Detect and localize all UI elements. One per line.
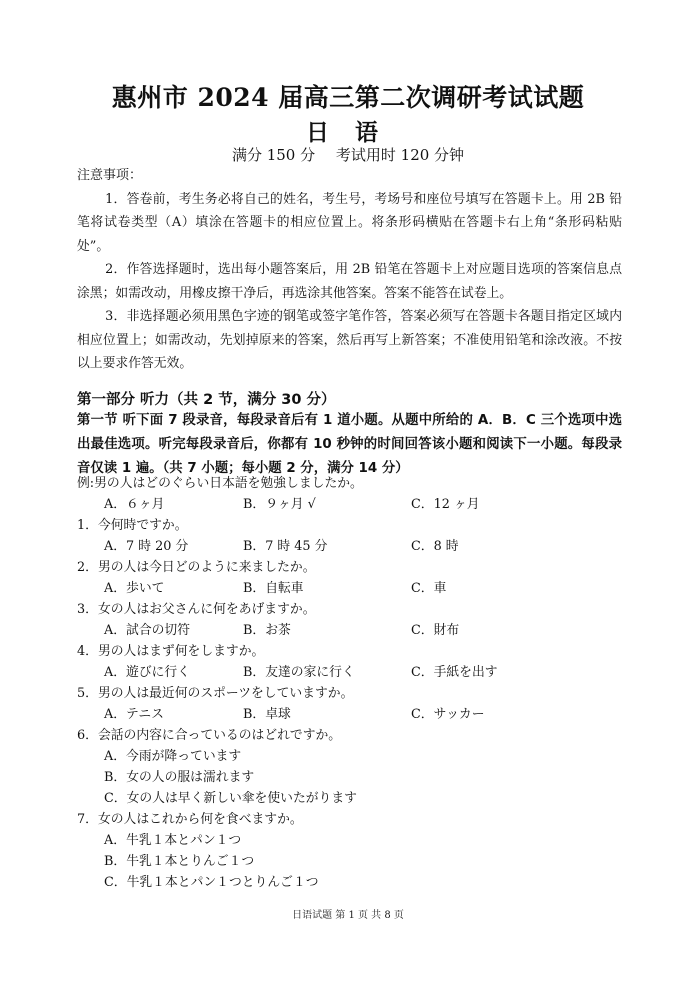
- notice-heading: 注意事项：: [77, 168, 143, 183]
- option-a: A．テニス: [104, 707, 164, 722]
- option-a: A．６ヶ月: [104, 497, 165, 512]
- option-c: C．サッカー: [411, 707, 485, 722]
- question-stem: 6．会話の内容に合っているのはどれですか。: [77, 728, 342, 743]
- notice-item: 2．作答选择题时，选出每小题答案后，用 2B 铅笔在答题卡上对应题目选项的答案信息点涂黑；如需改动，用橡皮擦干净后，再选涂其他答案。答案不能答在试卷上。: [77, 262, 622, 301]
- question-list: [77, 473, 622, 893]
- notice-block: [77, 164, 622, 376]
- question-stem: 5．男の人は最近何のスポーツをしていますか。: [77, 686, 354, 701]
- option-a: A．遊びに行く: [104, 665, 191, 680]
- option-b: B．卓球: [243, 707, 291, 722]
- option-c: C．女の人は早く新しい傘を使いたがります: [104, 791, 357, 806]
- exam-time: 考试用时 120 分钟: [335, 146, 465, 164]
- option-a: A．今雨が降っています: [104, 749, 242, 764]
- option-c: C．12 ヶ月: [411, 497, 480, 512]
- option-c: C．牛乳１本とパン１つとりんご１つ: [104, 875, 319, 890]
- option-c: C．財布: [411, 623, 460, 638]
- option-b: B．９ヶ月 √: [243, 497, 316, 512]
- option-c: C．8 時: [411, 539, 459, 554]
- option-row: [77, 536, 622, 557]
- option-c: C．手紙を出す: [411, 665, 498, 680]
- exam-meta: [0, 144, 696, 165]
- notice-item: 1．答卷前，考生务必将自己的姓名，考生号，考场号和座位号填写在答题卡上。用 2B 铅笔将试卷类型（A）填涂在答题卡的相应位置上。将条形码横贴在答题卡右上角“条形码粘贴处”。: [77, 191, 622, 254]
- page-footer: 日语试题 第 1 页 共 8 页: [292, 910, 404, 921]
- option-b: B．友達の家に行く: [243, 665, 355, 680]
- option-b: B．7 時 45 分: [243, 539, 328, 554]
- section-instructions: 第一节 听下面 7 段录音，每段录音后有 1 道小题。从题中所给的 A．B．C 三个选项中选出最佳选项。听完每段录音后，你都有 10 秒钟的时间回答该小题和阅读下一小题。每段录音仅读 1 遍。（共 7 小题；每小题 2 分，满分 14 分）: [77, 413, 622, 476]
- option-row: [77, 662, 622, 683]
- option-c: C．車: [411, 581, 447, 596]
- part-title: 第一部分 听力（共 2 节，满分 30 分）: [77, 392, 336, 408]
- question-stem: 1．今何時ですか。: [77, 518, 188, 533]
- question-stem: 例:男の人はどのぐらい日本語を勉強しましたか。: [77, 476, 363, 491]
- subject-title: 日语: [306, 119, 404, 146]
- notice-item: 3．非选择题必须用黑色字迹的钢笔或签字笔作答，答案必须写在答题卡各题目指定区域内相应位置上；如需改动，先划掉原来的答案，然后再写上新答案；不准使用铅笔和涂改液。不按以上要求作答无效。: [77, 309, 622, 371]
- option-b: B．女の人の服は濡れます: [104, 770, 255, 785]
- question-stem: 3．女の人はお父さんに何をあげますか。: [77, 602, 316, 617]
- question-stem: 4．男の人はまず何をしますか。: [77, 644, 265, 659]
- question-stem: 2．男の人は今日どのように来ましたか。: [77, 560, 316, 575]
- option-row: [77, 620, 622, 641]
- option-a: A．7 時 20 分: [104, 539, 189, 554]
- option-b: B．牛乳１本とりんご１つ: [104, 854, 255, 869]
- option-a: A．試合の切符: [104, 623, 191, 638]
- option-row: [77, 578, 622, 599]
- full-score: 满分 150 分: [231, 146, 316, 164]
- option-a: A．牛乳１本とパン１つ: [104, 833, 242, 848]
- option-row: [77, 704, 622, 725]
- option-row: [77, 494, 622, 515]
- option-b: B．お茶: [243, 623, 291, 638]
- exam-title: 惠州市 2024 届高三第二次调研考试试题: [111, 83, 585, 112]
- option-b: B．自転車: [243, 581, 304, 596]
- question-stem: 7．女の人はこれから何を食べますか。: [77, 812, 303, 827]
- option-a: A．歩いて: [104, 581, 165, 596]
